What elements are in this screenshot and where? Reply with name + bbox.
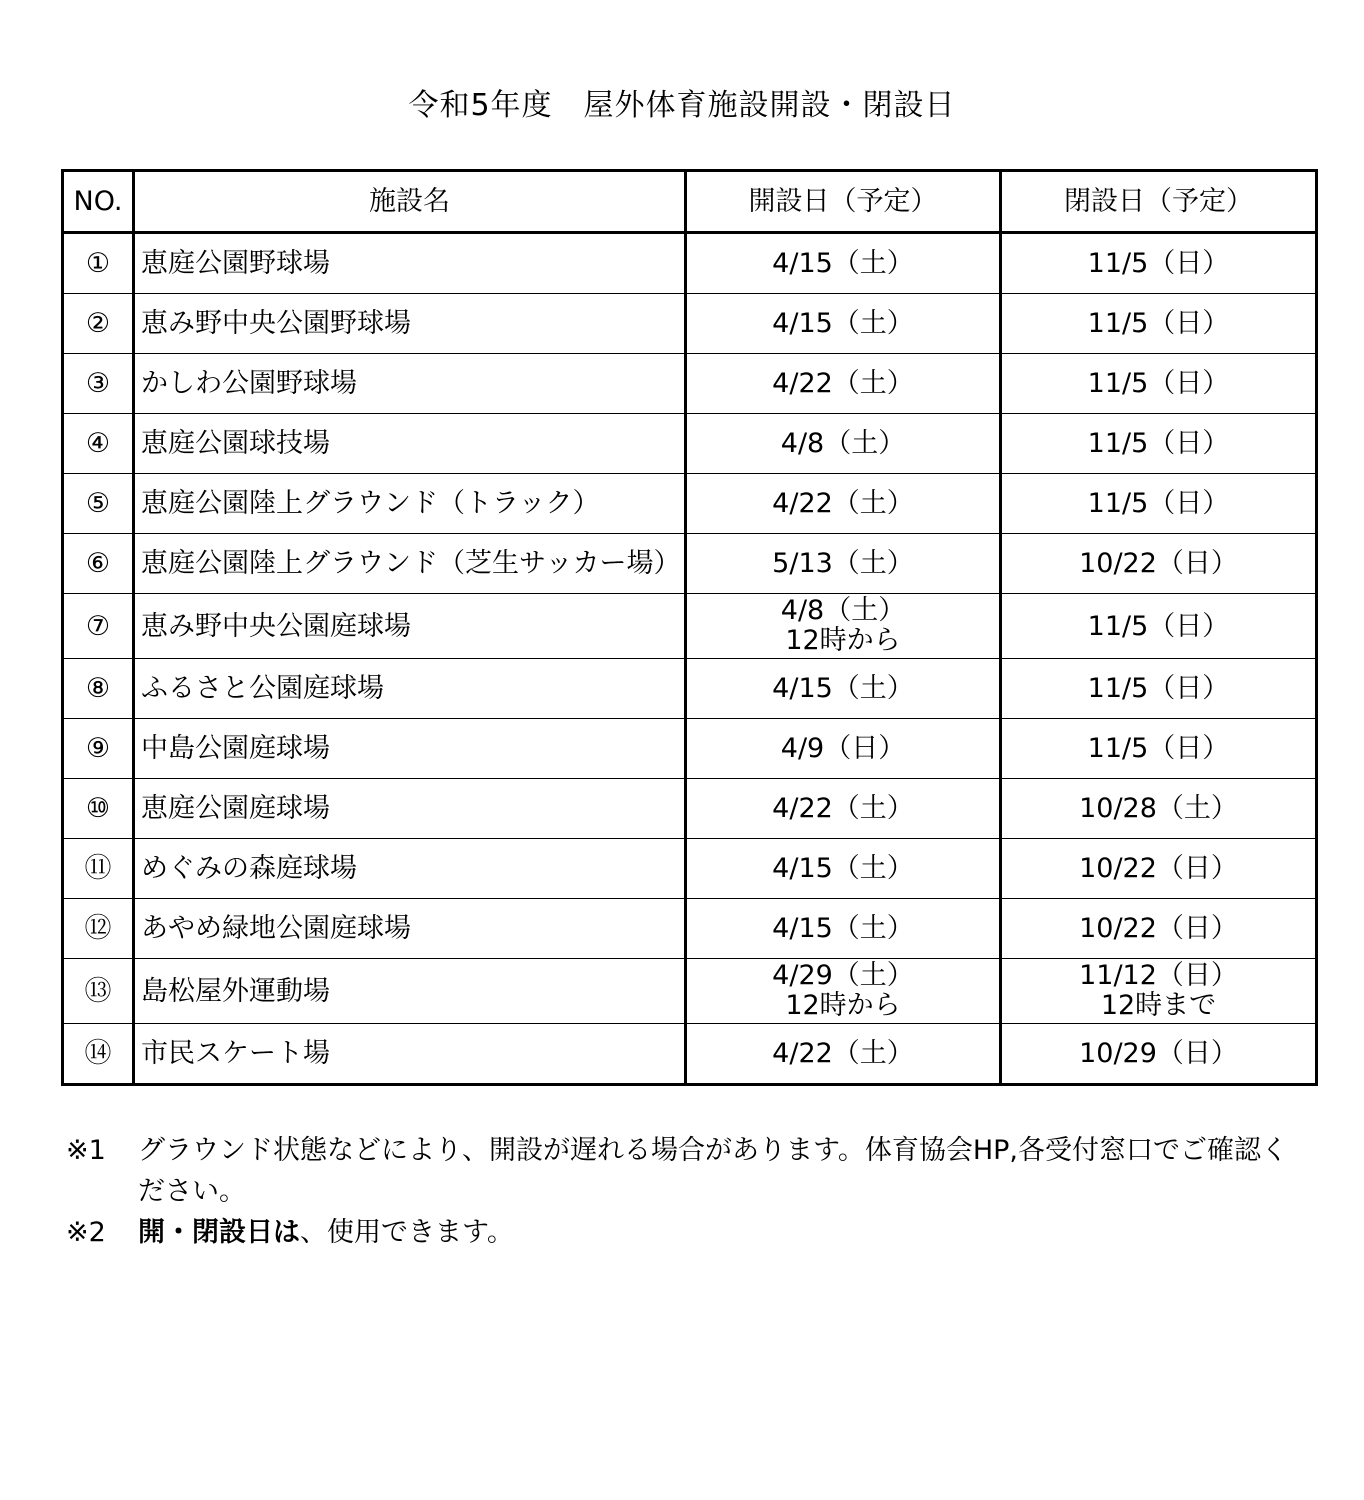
row-open: 4/8（土） <box>686 414 1001 474</box>
facility-schedule-table <box>61 169 1318 1086</box>
row-open: 5/13（土） <box>686 534 1001 594</box>
row-close: 10/28（土） <box>1001 779 1317 839</box>
row-no: ② <box>63 294 134 354</box>
table-row <box>63 294 1317 354</box>
notes <box>66 1130 1306 1253</box>
header-name: 施設名 <box>134 171 686 233</box>
row-name: 恵み野中央公園野球場 <box>134 294 686 354</box>
row-close: 11/5（日） <box>1001 474 1317 534</box>
table-row <box>63 839 1317 899</box>
row-name: 恵庭公園陸上グラウンド（トラック） <box>134 474 686 534</box>
row-close: 10/22（日） <box>1001 534 1317 594</box>
row-name: 市民スケート場 <box>134 1024 686 1085</box>
table-row <box>63 534 1317 594</box>
row-close: 11/5（日） <box>1001 719 1317 779</box>
row-name: めぐみの森庭球場 <box>134 839 686 899</box>
row-close: 10/22（日） <box>1001 899 1317 959</box>
header-no: NO. <box>63 171 134 233</box>
row-close <box>1001 959 1317 1024</box>
row-close: 11/5（日） <box>1001 233 1317 294</box>
row-no: ⑫ <box>63 899 134 959</box>
table-row <box>63 233 1317 294</box>
row-open-date: 4/8（土） <box>780 595 906 626</box>
row-name: 恵庭公園陸上グラウンド（芝生サッカー場） <box>134 534 686 594</box>
table-row <box>63 594 1317 659</box>
row-name: 島松屋外運動場 <box>134 959 686 1024</box>
row-open <box>686 959 1001 1024</box>
row-name: あやめ緑地公園庭球場 <box>134 899 686 959</box>
row-close: 11/5（日） <box>1001 294 1317 354</box>
table-row <box>63 1024 1317 1085</box>
row-open: 4/22（土） <box>686 779 1001 839</box>
row-name: 恵庭公園野球場 <box>134 233 686 294</box>
row-no: ④ <box>63 414 134 474</box>
row-open: 4/22（土） <box>686 474 1001 534</box>
row-close: 11/5（日） <box>1001 354 1317 414</box>
row-no: ⑬ <box>63 959 134 1024</box>
note-mark: ※2 <box>66 1217 106 1248</box>
row-open: 4/22（土） <box>686 1024 1001 1085</box>
table-row <box>63 959 1317 1024</box>
row-open: 4/9（日） <box>686 719 1001 779</box>
row-name: かしわ公園野球場 <box>134 354 686 414</box>
row-open: 4/15（土） <box>686 294 1001 354</box>
table-row <box>63 354 1317 414</box>
row-no: ⑭ <box>63 1024 134 1085</box>
row-close: 11/5（日） <box>1001 414 1317 474</box>
table-row <box>63 719 1317 779</box>
row-close: 10/29（日） <box>1001 1024 1317 1085</box>
row-no: ⑪ <box>63 839 134 899</box>
row-close-note: 12時まで <box>1100 990 1217 1021</box>
row-no: ⑥ <box>63 534 134 594</box>
row-name: 恵み野中央公園庭球場 <box>134 594 686 659</box>
note-1 <box>66 1130 1306 1212</box>
row-no: ⑨ <box>63 719 134 779</box>
note-bold: 開・閉設日は <box>138 1217 300 1248</box>
row-name: 恵庭公園球技場 <box>134 414 686 474</box>
row-no: ⑦ <box>63 594 134 659</box>
note-mark: ※1 <box>66 1135 106 1166</box>
row-open-note: 12時から <box>785 990 901 1021</box>
table-row <box>63 659 1317 719</box>
page-title: 令和5年度 屋外体育施設開設・閉設日 <box>408 88 956 123</box>
row-open <box>686 594 1001 659</box>
table-row <box>63 899 1317 959</box>
note-text <box>138 1212 1306 1253</box>
row-open: 4/15（土） <box>686 659 1001 719</box>
header-close: 閉設日（予定） <box>1001 171 1317 233</box>
table-row <box>63 474 1317 534</box>
row-close: 10/22（日） <box>1001 839 1317 899</box>
table-row <box>63 414 1317 474</box>
note-rest: 、使用できます。 <box>300 1217 514 1248</box>
row-close-date: 11/12（日） <box>1079 960 1238 991</box>
row-no: ① <box>63 233 134 294</box>
row-close: 11/5（日） <box>1001 594 1317 659</box>
row-open-note: 12時から <box>785 625 901 656</box>
row-no: ⑤ <box>63 474 134 534</box>
row-no: ③ <box>63 354 134 414</box>
row-name: 恵庭公園庭球場 <box>134 779 686 839</box>
row-open: 4/22（土） <box>686 354 1001 414</box>
note-text: グラウンド状態などにより、開設が遅れる場合があります。体育協会HP,各受付窓口でご確認ください。 <box>138 1135 1289 1207</box>
row-close: 11/5（日） <box>1001 659 1317 719</box>
table-row <box>63 779 1317 839</box>
row-no: ⑩ <box>63 779 134 839</box>
table-header-row <box>63 171 1317 233</box>
row-open: 4/15（土） <box>686 839 1001 899</box>
row-open: 4/15（土） <box>686 233 1001 294</box>
row-no: ⑧ <box>63 659 134 719</box>
row-open-date: 4/29（土） <box>772 960 914 991</box>
row-name: 中島公園庭球場 <box>134 719 686 779</box>
row-open: 4/15（土） <box>686 899 1001 959</box>
header-open: 開設日（予定） <box>686 171 1001 233</box>
row-name: ふるさと公園庭球場 <box>134 659 686 719</box>
note-2 <box>66 1212 1306 1253</box>
